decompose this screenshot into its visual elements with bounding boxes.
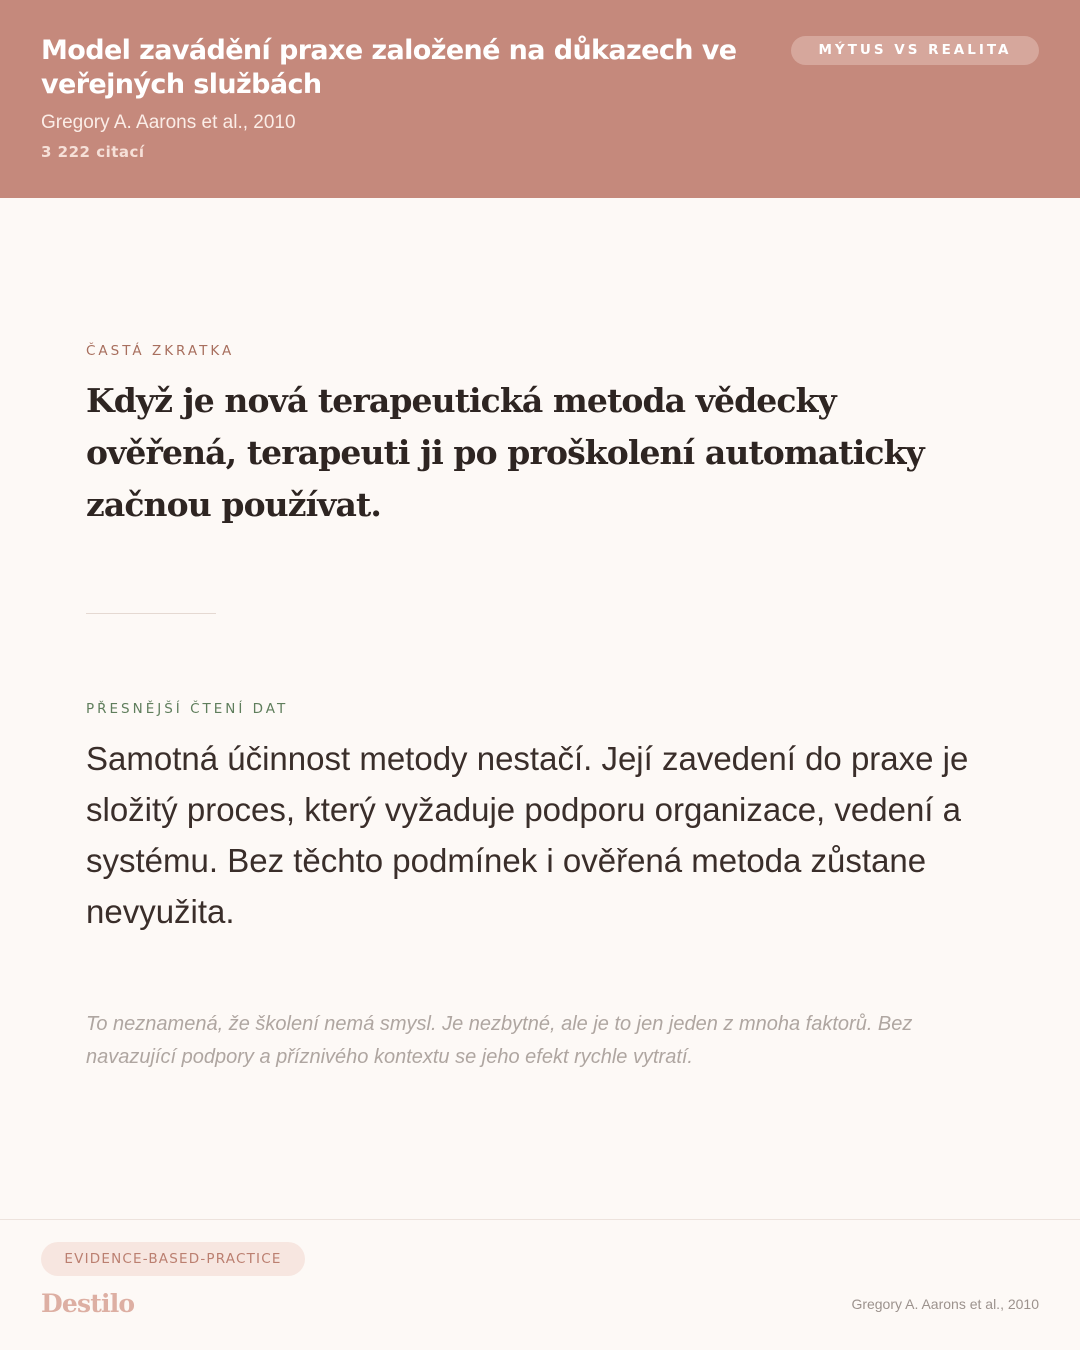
section-divider — [86, 613, 216, 614]
footer-divider — [0, 1219, 1080, 1220]
note-text: To neznamená, že školení nemá smysl. Je nezbytné, ale je to jen jeden z mnoha faktorů. Bez navazující podpory a příznivého kontextu se jeho efekt rychle vytratí. — [86, 1013, 913, 1068]
myth-statement: Když je nová terapeutická metoda vědecky ověřená, terapeuti ji po proškolení automaticky začnou používat. — [86, 381, 924, 524]
paper-title: Model zavádění praxe založené na důkazech ve veřejných službách — [41, 35, 737, 100]
citation-count: 3 222 citací — [41, 143, 145, 161]
myth-label: ČASTÁ ZKRATKA — [86, 343, 235, 359]
reality-statement: Samotná účinnost metody nestačí. Její zavedení do praxe je složitý proces, který vyžaduje podporu organizace, vedení a systému. Bez těchto podmínek i ověřená metoda zůstane nevyužita. — [86, 740, 969, 930]
myth-vs-reality-badge: MÝTUS VS REALITA — [791, 36, 1039, 65]
brand-logo: Destilo — [41, 1289, 135, 1318]
footer-credit: Gregory A. Aarons et al., 2010 — [851, 1296, 1039, 1312]
topic-tag[interactable]: EVIDENCE-BASED-PRACTICE — [41, 1242, 305, 1276]
paper-authors: Gregory A. Aarons et al., 2010 — [41, 112, 296, 133]
header-banner — [0, 0, 1080, 198]
reality-label: PŘESNĚJŠÍ ČTENÍ DAT — [86, 701, 289, 717]
